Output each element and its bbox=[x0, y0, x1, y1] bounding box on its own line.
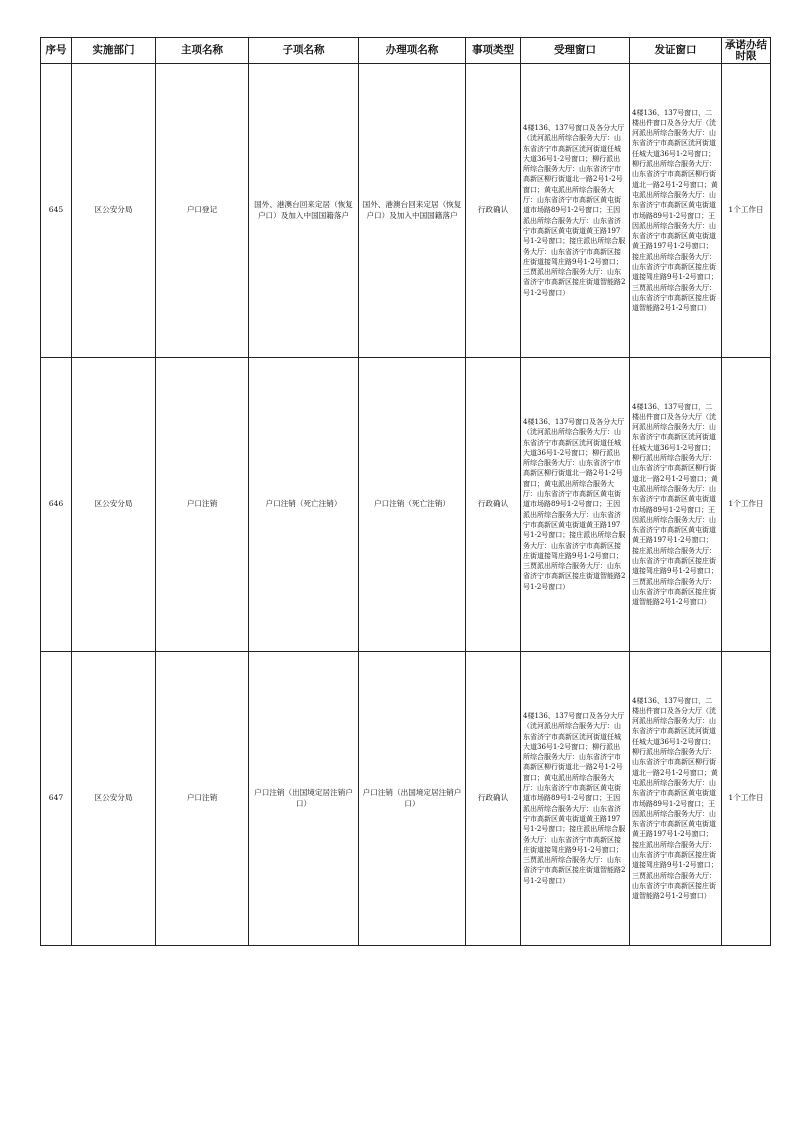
accept-window-text: 4楼136、137号窗口及各分大厅（洸河派出所综合服务大厅：山东省济宁市高新区洸河街道任城大道36号1-2号窗口；柳行派出所综合服务大厅：山东省济宁市高新区柳行街道北一路2号1-2号窗口；黄屯派出所综合服务大厅：山东省济宁市高新区黄屯街道市场路89号1-2号窗口；王因派出所综合服务大厅：山东省济宁市高新区黄屯街道黄王路197号1-2号窗口；接庄派出所综合服务大厅：山东省济宁市高新区接庄街道接驾庄路9号1-2号窗口；三贾派出所综合服务大厅：山东省济宁市高新区接庄街道智能路2号1-2号窗口） bbox=[523, 123, 626, 297]
cell-time-limit bbox=[722, 358, 771, 652]
cell-department bbox=[72, 358, 156, 652]
cell-no bbox=[41, 358, 72, 652]
row-number: 647 bbox=[48, 793, 64, 803]
sub-item-text: 户口注销（死亡注销） bbox=[265, 499, 342, 509]
cell-accept-window bbox=[521, 358, 630, 652]
cell-accept-window bbox=[521, 64, 630, 358]
cell-accept-window bbox=[521, 652, 630, 946]
handling-item-text: 户口注销（出国境定居注销户口） bbox=[362, 788, 462, 808]
cell-issue-window bbox=[630, 64, 722, 358]
accept-window-text: 4楼136、137号窗口及各分大厅（洸河派出所综合服务大厅：山东省济宁市高新区洸河街道任城大道36号1-2号窗口；柳行派出所综合服务大厅：山东省济宁市高新区柳行街道北一路2号1-2号窗口；黄屯派出所综合服务大厅：山东省济宁市高新区黄屯街道市场路89号1-2号窗口；王因派出所综合服务大厅：山东省济宁市高新区黄屯街道黄王路197号1-2号窗口；接庄派出所综合服务大厅：山东省济宁市高新区接庄街道接驾庄路9号1-2号窗口；三贾派出所综合服务大厅：山东省济宁市高新区接庄街道智能路2号1-2号窗口） bbox=[523, 417, 626, 591]
sub-item-text: 国外、港澳台回来定居（恢复户口）及加入中国国籍落户 bbox=[254, 200, 353, 220]
cell-item-type bbox=[466, 358, 521, 652]
cell-issue-window bbox=[630, 652, 722, 946]
handling-item-text: 户口注销（死亡注销） bbox=[374, 499, 450, 509]
table-row bbox=[41, 64, 771, 358]
header-row bbox=[41, 38, 771, 64]
issue-window-text: 4楼136、137号窗口，二楼出件窗口及各分大厅（洸河派出所综合服务大厅：山东省济宁市高新区洸河街道任城大道36号1-2号窗口；柳行派出所综合服务大厅：山东省济宁市高新区柳行街道北一路2号1-2号窗口；黄屯派出所综合服务大厅：山东省济宁市高新区黄屯街道市场路89号1-2号窗口；王因派出所综合服务大厅：山东省济宁市高新区黄屯街道黄王路197号1-2号窗口；接庄派出所综合服务大厅：山东省济宁市高新区接庄街道接驾庄路9号1-2号窗口；三贾派出所综合服务大厅：山东省济宁市高新区接庄街道智能路2号1-2号窗口） bbox=[632, 402, 718, 607]
department-text: 区公安分局 bbox=[94, 793, 133, 803]
sub-item-text: 户口注销（出国境定居注销户口） bbox=[254, 788, 353, 808]
issue-window-text: 4楼136、137号窗口，二楼出件窗口及各分大厅（洸河派出所综合服务大厅：山东省济宁市高新区洸河街道任城大道36号1-2号窗口；柳行派出所综合服务大厅：山东省济宁市高新区柳行街道北一路2号1-2号窗口；黄屯派出所综合服务大厅：山东省济宁市高新区黄屯街道市场路89号1-2号窗口；王因派出所综合服务大厅：山东省济宁市高新区黄屯街道黄王路197号1-2号窗口；接庄派出所综合服务大厅：山东省济宁市高新区接庄街道接驾庄路9号1-2号窗口；三贾派出所综合服务大厅：山东省济宁市高新区接庄街道智能路2号1-2号窗口） bbox=[632, 108, 718, 313]
cell-department bbox=[72, 64, 156, 358]
service-items-table bbox=[40, 37, 771, 946]
row-number: 646 bbox=[48, 499, 64, 509]
cell-main-item bbox=[156, 64, 249, 358]
cell-item-type bbox=[466, 64, 521, 358]
item-type-text: 行政确认 bbox=[477, 499, 509, 509]
cell-main-item bbox=[156, 652, 249, 946]
header-accept-window: 受理窗口 bbox=[521, 38, 630, 64]
cell-no bbox=[41, 652, 72, 946]
main-item-text: 户口注销 bbox=[186, 793, 218, 803]
cell-time-limit bbox=[722, 64, 771, 358]
handling-item-text: 国外、港澳台回来定居（恢复户口）及加入中国国籍落户 bbox=[362, 200, 462, 220]
header-no: 序号 bbox=[41, 38, 72, 64]
department-text: 区公安分局 bbox=[94, 499, 133, 509]
issue-window-text: 4楼136、137号窗口，二楼出件窗口及各分大厅（洸河派出所综合服务大厅：山东省济宁市高新区洸河街道任城大道36号1-2号窗口；柳行派出所综合服务大厅：山东省济宁市高新区柳行街道北一路2号1-2号窗口；黄屯派出所综合服务大厅：山东省济宁市高新区黄屯街道市场路89号1-2号窗口；王因派出所综合服务大厅：山东省济宁市高新区黄屯街道黄王路197号1-2号窗口；接庄派出所综合服务大厅：山东省济宁市高新区接庄街道接驾庄路9号1-2号窗口；三贾派出所综合服务大厅：山东省济宁市高新区接庄街道智能路2号1-2号窗口） bbox=[632, 696, 718, 901]
table-row bbox=[41, 358, 771, 652]
department-text: 区公安分局 bbox=[94, 205, 133, 215]
time-limit-text: 1个工作日 bbox=[728, 793, 764, 803]
cell-department bbox=[72, 652, 156, 946]
header-handling-item: 办理项名称 bbox=[359, 38, 466, 64]
cell-issue-window bbox=[630, 358, 722, 652]
cell-sub-item bbox=[249, 358, 359, 652]
header-main-item: 主项名称 bbox=[156, 38, 249, 64]
cell-handling-item bbox=[359, 358, 466, 652]
accept-window-text: 4楼136、137号窗口及各分大厅（洸河派出所综合服务大厅：山东省济宁市高新区洸河街道任城大道36号1-2号窗口；柳行派出所综合服务大厅：山东省济宁市高新区柳行街道北一路2号1-2号窗口；黄屯派出所综合服务大厅：山东省济宁市高新区黄屯街道市场路89号1-2号窗口；王因派出所综合服务大厅：山东省济宁市高新区黄屯街道黄王路197号1-2号窗口；接庄派出所综合服务大厅：山东省济宁市高新区接庄街道接驾庄路9号1-2号窗口；三贾派出所综合服务大厅：山东省济宁市高新区接庄街道智能路2号1-2号窗口） bbox=[523, 711, 626, 885]
time-limit-text: 1个工作日 bbox=[728, 205, 764, 215]
main-item-text: 户口注销 bbox=[186, 499, 218, 509]
time-limit-text: 1个工作日 bbox=[728, 499, 764, 509]
cell-sub-item bbox=[249, 652, 359, 946]
cell-handling-item bbox=[359, 652, 466, 946]
table-row bbox=[41, 652, 771, 946]
cell-time-limit bbox=[722, 652, 771, 946]
header-sub-item: 子项名称 bbox=[249, 38, 359, 64]
cell-main-item bbox=[156, 358, 249, 652]
header-item-type: 事项类型 bbox=[466, 38, 521, 64]
row-number: 645 bbox=[48, 205, 64, 215]
cell-no bbox=[41, 64, 72, 358]
cell-item-type bbox=[466, 652, 521, 946]
main-item-text: 户口登记 bbox=[186, 205, 218, 215]
item-type-text: 行政确认 bbox=[477, 793, 509, 803]
item-type-text: 行政确认 bbox=[477, 205, 509, 215]
cell-handling-item bbox=[359, 64, 466, 358]
header-department: 实施部门 bbox=[72, 38, 156, 64]
header-time-limit: 承诺办结时限 bbox=[722, 38, 771, 64]
header-issue-window: 发证窗口 bbox=[630, 38, 722, 64]
cell-sub-item bbox=[249, 64, 359, 358]
